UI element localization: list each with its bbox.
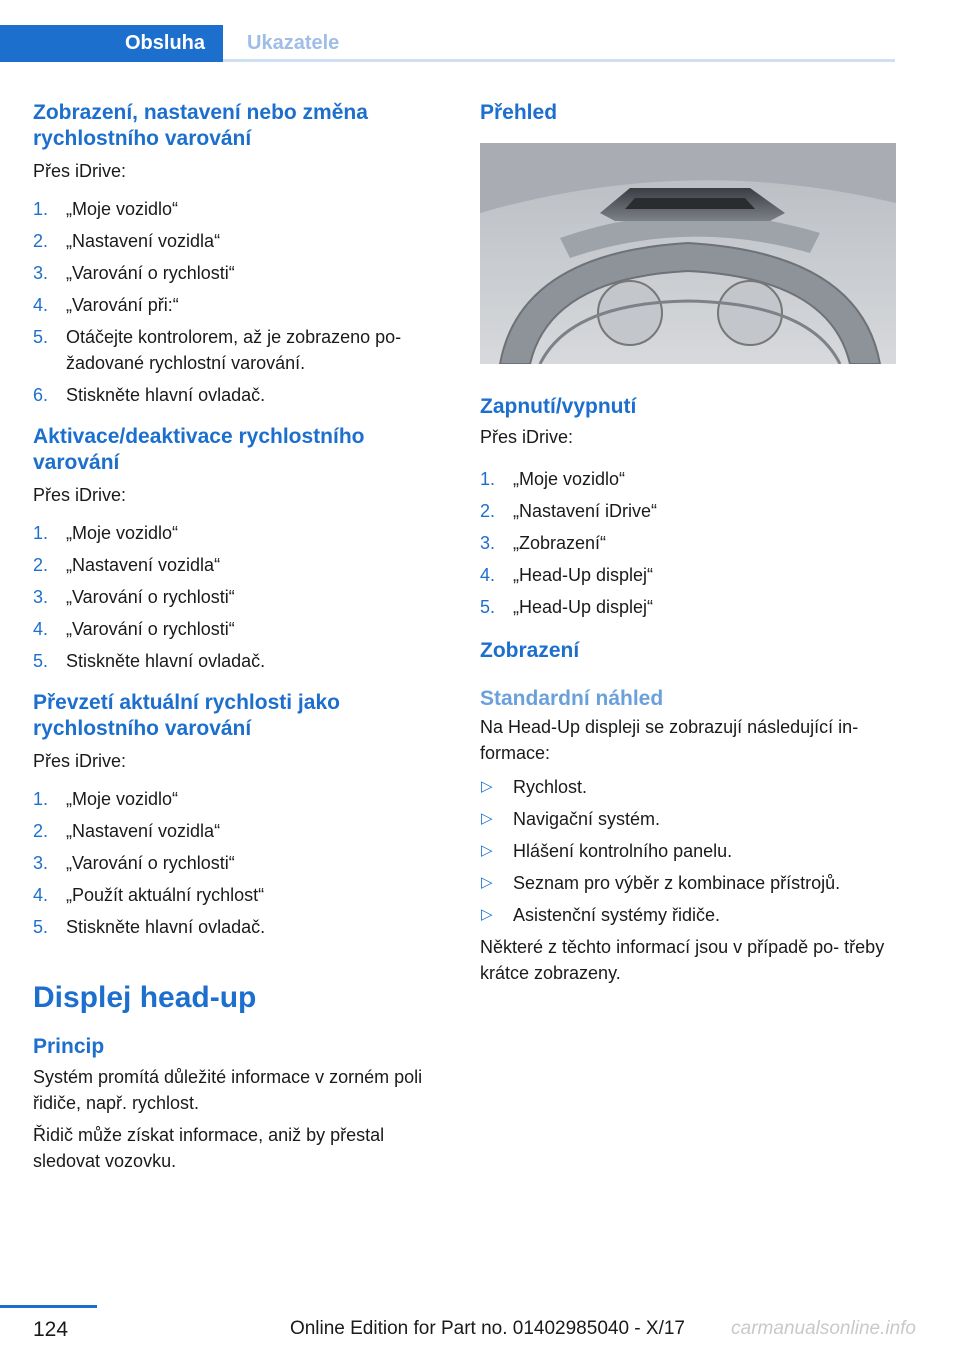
list-item: 2. „Nastavení vozidla“ [33,555,221,575]
list-item: 5. Stiskněte hlavní ovladač. [33,917,266,937]
section-title: Princip [33,1035,105,1058]
list-item: 1. „Moje vozidlo“ [33,789,179,809]
section-title: Převzetí aktuální rychlosti jako rychlostního varování [33,691,340,740]
list-item: ▷ Navigační systém. [480,806,896,832]
dashboard-drawing [480,143,896,364]
section-intro: Přes iDrive: [33,751,127,771]
steps-list [33,196,437,408]
page-number: 124 [33,1318,69,1341]
list-item: 4. „Použít aktuální rychlost“ [33,885,265,905]
list-item: 5. Stiskněte hlavní ovladač. [33,651,266,671]
list-item: 5. Otáčejte kontrolorem, až je zobrazeno po- žadované rychlostní varování. [33,327,402,373]
list-item: 3. „Varování o rychlosti“ [33,263,235,283]
steps-list [33,520,437,674]
bullet-list [480,774,896,928]
steps-list [480,466,896,620]
list-item: 3. „Varování o rychlosti“ [33,853,235,873]
paragraph: Systém promítá důležité informace v zorném poli řidiče, např. rychlost. [33,1067,423,1113]
section-intro: Přes iDrive: [33,485,127,505]
list-item: 1. „Moje vozidlo“ [33,199,179,219]
list-item: 6. Stiskněte hlavní ovladač. [33,385,266,405]
right-column [480,100,896,986]
header-tabbar [0,0,960,62]
tab-ukazatele[interactable]: Ukazatele [247,32,340,54]
section-title: Aktivace/deaktivace rychlostního varování [33,425,365,474]
paragraph: Řidič může získat informace, aniž by přestal sledovat vozovku. [33,1125,385,1171]
list-item: 2. „Nastavení iDrive“ [480,501,658,521]
triangle-bullet-icon: ▷ [481,778,493,795]
list-item: 3. „Zobrazení“ [480,533,607,553]
section-title: Zobrazení, nastavení nebo změna rychlostního varování [33,101,368,150]
list-item: 2. „Nastavení vozidla“ [33,231,221,251]
list-item: 4. „Varování při:“ [33,295,179,315]
list-item: ▷ Seznam pro výběr z kombinace přístrojů. [480,870,896,896]
section-intro: Přes iDrive: [33,161,127,181]
list-item: 4. „Head-Up displej“ [480,565,654,585]
section-title: Zobrazení [480,639,580,662]
footer-rule [0,1305,97,1308]
triangle-bullet-icon: ▷ [481,874,493,891]
tab-obsluha[interactable]: Obsluha [0,25,223,62]
section-title: Přehled [480,101,558,124]
left-column [33,100,437,1174]
list-item: 3. „Varování o rychlosti“ [33,587,235,607]
steps-list [33,786,437,940]
triangle-bullet-icon: ▷ [481,906,493,923]
triangle-bullet-icon: ▷ [481,842,493,859]
list-item: 5. „Head-Up displej“ [480,597,654,617]
list-item: ▷ Rychlost. [480,774,896,800]
triangle-bullet-icon: ▷ [481,810,493,827]
list-item: 1. „Moje vozidlo“ [33,523,179,543]
chapter-title: Displej head-up [33,981,257,1014]
paragraph: Některé z těchto informací jsou v případě po- třeby krátce zobrazeny. [480,937,885,983]
list-item: 2. „Nastavení vozidla“ [33,821,221,841]
edition-note: Online Edition for Part no. 01402985040 - X/17 [289,1318,685,1339]
watermark: carmanualsonline.info [731,1318,916,1339]
paragraph: Na Head-Up displeji se zobrazují následující in- formace: [480,717,859,763]
section-title: Zapnutí/vypnutí [480,395,637,418]
list-item: ▷ Hlášení kontrolního panelu. [480,838,896,864]
list-item: ▷ Asistenční systémy řidiče. [480,902,896,928]
head-up-display-illustration [480,143,896,364]
tab-underline [223,59,895,62]
list-item: 4. „Varování o rychlosti“ [33,619,235,639]
list-item: 1. „Moje vozidlo“ [480,469,626,489]
section-intro: Přes iDrive: [480,427,574,447]
subsection-title: Standardní náhled [480,687,664,710]
